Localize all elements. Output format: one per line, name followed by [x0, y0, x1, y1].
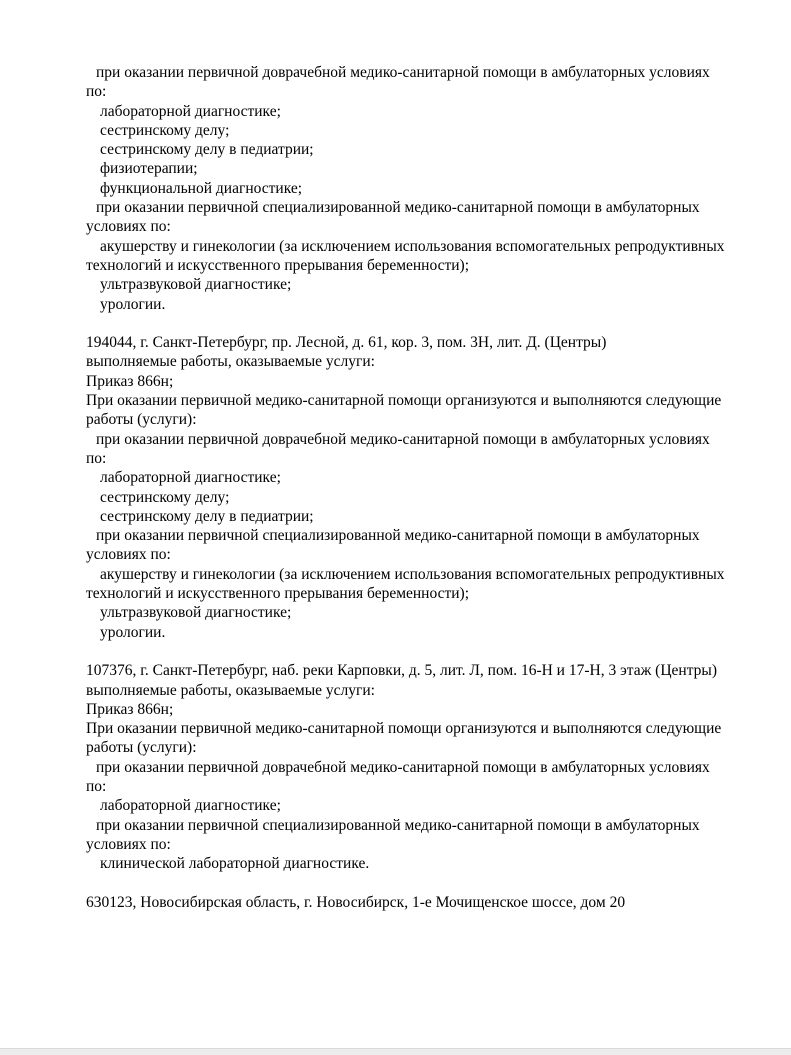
- document-line: при оказании первичной доврачебной медико-санитарной помощи в амбулаторных условиях: [96, 64, 710, 81]
- document-line: работы (услуги):: [86, 739, 197, 757]
- document-line: при оказании первичной доврачебной медико-санитарной помощи в амбулаторных условиях: [96, 758, 710, 776]
- document-line: сестринскому делу в педиатрии;: [100, 507, 314, 525]
- document-line: ультразвуковой диагностике;: [100, 604, 292, 622]
- document-line: акушерству и гинекологии (за исключением использования вспомогательных репродуктивных: [100, 237, 725, 255]
- document-line: технологий и искусственного прерывания беременности);: [86, 585, 470, 603]
- document-line: 630123, Новосибирская область, г. Новосибирск, 1-е Мочищенское шоссе, дом 20: [86, 893, 626, 911]
- document-line: по:: [86, 777, 107, 795]
- document-line: лабораторной диагностике;: [100, 469, 281, 487]
- document-line: при оказании первичной специализированной медико-санитарной помощи в амбулаторных: [96, 527, 700, 545]
- document-line: урологии.: [100, 295, 166, 313]
- section-address-194044: [86, 333, 751, 642]
- document-line: выполняемые работы, оказываемые услуги:: [86, 681, 375, 699]
- section-services-continuation: [86, 63, 751, 314]
- document-line: при оказании первичной специализированной медико-санитарной помощи в амбулаторных: [96, 199, 700, 217]
- document-line: При оказании первичной медико-санитарной помощи организуются и выполняются следующие: [86, 392, 722, 410]
- document-line: технологий и искусственного прерывания беременности);: [86, 256, 470, 274]
- document-line: сестринскому делу в педиатрии;: [100, 141, 314, 159]
- document-line: 107376, г. Санкт-Петербург, наб. реки Карповки, д. 5, лит. Л, пом. 16-Н и 17-Н, 3 этаж (Центры): [86, 662, 717, 680]
- document-line: условиях по:: [86, 546, 171, 564]
- section-address-107376: [86, 661, 751, 873]
- document-line: лабораторной диагностике;: [100, 102, 281, 120]
- document-line: сестринскому делу;: [100, 488, 230, 506]
- document-line: при оказании первичной специализированной медико-санитарной помощи в амбулаторных: [96, 816, 700, 834]
- bottom-divider-bar: [0, 1048, 791, 1055]
- document-line: условиях по:: [86, 218, 171, 236]
- document-line: 194044, г. Санкт-Петербург, пр. Лесной, д. 61, кор. 3, пом. 3Н, лит. Д. (Центры): [86, 334, 607, 352]
- document-line: клинической лабораторной диагностике.: [100, 855, 370, 873]
- document-line: ультразвуковой диагностике;: [100, 276, 292, 294]
- document-line: по:: [86, 449, 107, 467]
- document-line: при оказании первичной доврачебной медико-санитарной помощи в амбулаторных условиях: [96, 430, 710, 448]
- document-line: физиотерапии;: [100, 160, 198, 178]
- document-line: выполняемые работы, оказываемые услуги:: [86, 353, 375, 371]
- document-line: урологии.: [100, 623, 166, 641]
- section-address-630123: [86, 893, 751, 912]
- document-line: акушерству и гинекологии (за исключением использования вспомогательных репродуктивных: [100, 565, 725, 583]
- document-line: сестринскому делу;: [100, 121, 230, 139]
- document-line: Приказ 866н;: [86, 372, 174, 390]
- document-line: Приказ 866н;: [86, 700, 174, 718]
- document-line: условиях по:: [86, 835, 171, 853]
- document-line: по:: [86, 83, 107, 101]
- document-line: лабораторной диагностике;: [100, 797, 281, 815]
- document-line: функциональной диагностике;: [100, 179, 303, 197]
- document-line: работы (услуги):: [86, 411, 197, 429]
- document-line: При оказании первичной медико-санитарной помощи организуются и выполняются следующие: [86, 720, 722, 738]
